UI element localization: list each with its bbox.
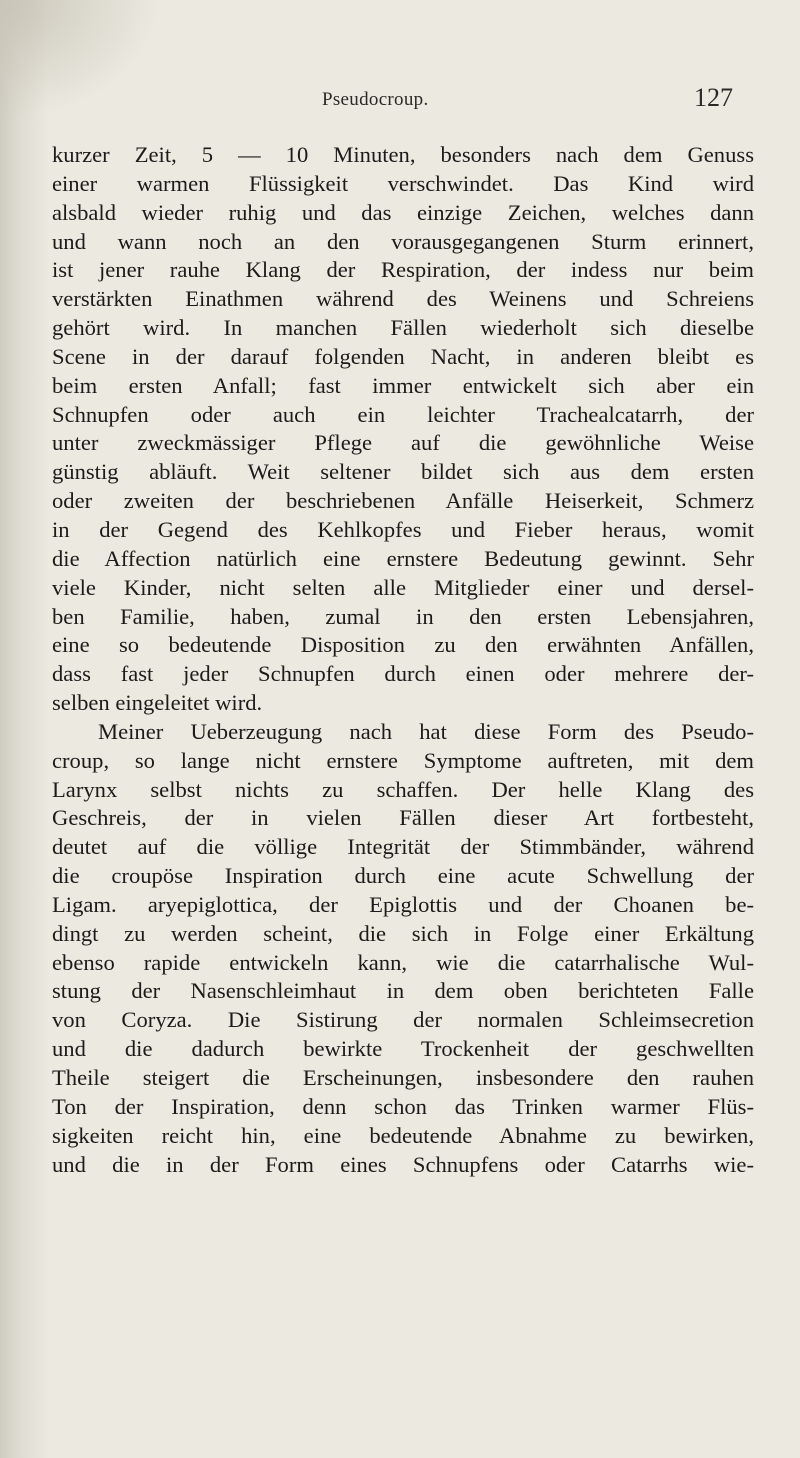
- text-line: viele Kinder, nicht selten alle Mitglieder einer und dersel-: [52, 574, 754, 600]
- text-line: Larynx selbst nichts zu schaffen. Der helle Klang des: [52, 776, 754, 802]
- text-line: dass fast jeder Schnupfen durch einen oder mehrere der-: [52, 661, 754, 687]
- text-line: Geschreis, der in vielen Fällen dieser Art fortbesteht,: [52, 805, 754, 831]
- text-line: in der Gegend des Kehlkopfes und Fieber heraus, womit: [52, 516, 754, 542]
- text-line: unter zweckmässiger Pflege auf die gewöhnliche Weise: [52, 430, 754, 456]
- text-line: ben Familie, haben, zumal in den ersten Lebensjahren,: [52, 603, 754, 629]
- text-line: kurzer Zeit, 5 — 10 Minuten, besonders nach dem Genuss: [52, 142, 754, 167]
- text-line: günstig abläuft. Weit seltener bildet sich aus dem ersten: [52, 459, 754, 485]
- text-line: und wann noch an den vorausgegangenen Sturm erinnert,: [52, 228, 754, 254]
- text-line: croup, so lange nicht ernstere Symptome auftreten, mit dem: [52, 747, 754, 773]
- text-line: und die dadurch bewirkte Trockenheit der geschwellten: [52, 1036, 754, 1062]
- text-line: gehört wird. In manchen Fällen wiederholt sich dieselbe: [52, 315, 754, 341]
- text-line: dingt zu werden scheint, die sich in Folge einer Erkältung: [52, 920, 754, 946]
- running-header: [0, 83, 800, 113]
- text-line: von Coryza. Die Sistirung der normalen Schleimsecretion: [52, 1007, 754, 1033]
- text-line: Theile steigert die Erscheinungen, insbesondere den rauhen: [52, 1065, 754, 1090]
- running-title: Pseudocroup.: [322, 89, 429, 110]
- text-line: alsbald wieder ruhig und das einzige Zeichen, welches dann: [52, 199, 754, 225]
- text-line: sigkeiten reicht hin, eine bedeutende Abnahme zu bewirken,: [52, 1122, 754, 1148]
- text-line: deutet auf die völlige Integrität der Stimmbänder, während: [52, 834, 754, 860]
- paragraph-start-line: Meiner Ueberzeugung nach hat diese Form des Pseudo-: [98, 718, 754, 744]
- text-line: die Affection natürlich eine ernstere Bedeutung gewinnt. Sehr: [52, 545, 754, 571]
- text-line: verstärkten Einathmen während des Weinens und Schreiens: [52, 286, 754, 312]
- text-line: selben eingeleitet wird.: [52, 690, 263, 716]
- page-gutter-shadow: [0, 0, 48, 1458]
- text-line: Schnupfen oder auch ein leichter Trachealcatarrh, der: [52, 401, 754, 427]
- text-line: Scene in der darauf folgenden Nacht, in anderen bleibt es: [52, 343, 754, 369]
- text-line: Ton der Inspiration, denn schon das Trinken warmer Flüs-: [52, 1093, 754, 1119]
- page-number: 127: [694, 83, 733, 112]
- text-line: stung der Nasenschleimhaut in dem oben berichteten Falle: [52, 978, 754, 1004]
- text-line: Ligam. aryepiglottica, der Epiglottis und der Choanen be-: [52, 891, 754, 917]
- text-line: ebenso rapide entwickeln kann, wie die catarrhalische Wul-: [52, 949, 754, 975]
- text-line: beim ersten Anfall; fast immer entwickelt sich aber ein: [52, 372, 754, 398]
- text-line: und die in der Form eines Schnupfens oder Catarrhs wie-: [52, 1151, 754, 1177]
- body-text: [52, 141, 754, 1179]
- text-line: eine so bedeutende Disposition zu den erwähnten Anfällen,: [52, 632, 754, 658]
- text-line: einer warmen Flüssigkeit verschwindet. Das Kind wird: [52, 170, 754, 196]
- text-line: oder zweiten der beschriebenen Anfälle Heiserkeit, Schmerz: [52, 488, 754, 514]
- text-line: die croupöse Inspiration durch eine acute Schwellung der: [52, 863, 754, 889]
- text-line: ist jener rauhe Klang der Respiration, der indess nur beim: [52, 257, 754, 283]
